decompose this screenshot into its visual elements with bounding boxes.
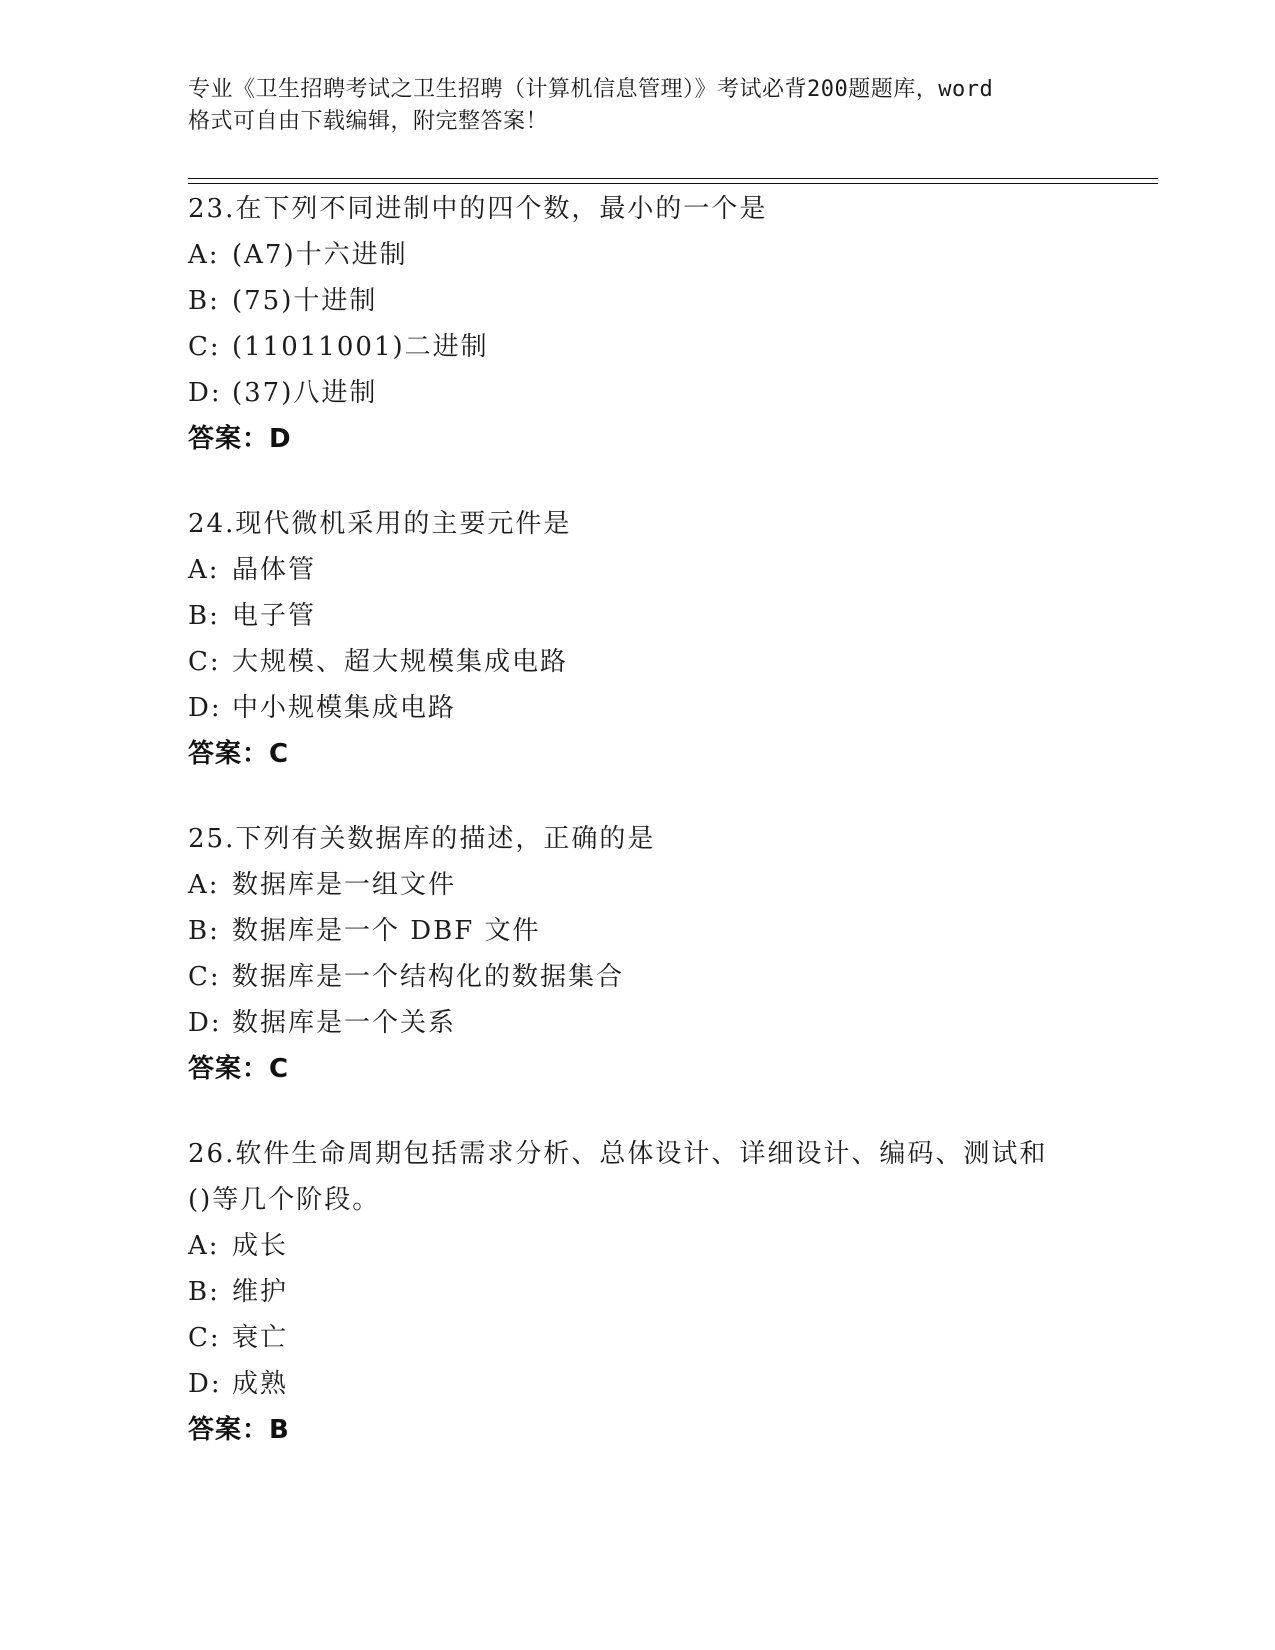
option-c [188, 324, 1088, 370]
option-c [188, 639, 1088, 685]
question-stem-continued: ()等几个阶段。 [188, 1185, 381, 1215]
option-letter: B: [188, 601, 220, 631]
header-line-2: 格式可自由下载编辑，附完整答案！ [188, 109, 549, 134]
header-divider-bottom [188, 183, 1158, 184]
question-23 [188, 186, 1088, 462]
option-c [188, 1315, 1088, 1361]
option-a [188, 547, 1088, 593]
option-text: 衰亡 [232, 1323, 289, 1353]
option-d [188, 1361, 1088, 1407]
question-26 [188, 1131, 1088, 1453]
option-text: 数据库是一组文件 [232, 870, 457, 900]
option-c [188, 954, 1088, 1000]
option-text: 电子管 [232, 601, 317, 631]
option-a [188, 1223, 1088, 1269]
header-line-1: 专业《卫生招聘考试之卫生招聘（计算机信息管理）》考试必背200题题库，word [188, 77, 994, 102]
option-letter: D: [188, 693, 222, 723]
answer-label: 答案：C [188, 739, 290, 769]
option-letter: A: [188, 555, 220, 585]
question-stem: 25.下列有关数据库的描述，正确的是 [188, 824, 656, 854]
option-text: 中小规模集成电路 [232, 693, 457, 723]
option-letter: A: [188, 1231, 220, 1261]
option-letter: C: [188, 1323, 221, 1353]
option-letter: B: [188, 916, 220, 946]
option-d [188, 1000, 1088, 1046]
option-letter: A: [188, 240, 220, 270]
option-text: 维护 [232, 1277, 289, 1307]
option-text: 成熟 [232, 1369, 289, 1399]
option-letter: D: [188, 378, 222, 408]
answer-label: 答案：D [188, 424, 292, 454]
option-letter: B: [188, 286, 220, 316]
document-header [188, 74, 1088, 138]
option-text: (11011001)二进制 [232, 332, 489, 362]
option-text: 成长 [232, 1231, 289, 1261]
option-b [188, 908, 1088, 954]
option-b [188, 278, 1088, 324]
option-text: 数据库是一个结构化的数据集合 [232, 962, 625, 992]
question-24 [188, 501, 1088, 777]
option-text: 数据库是一个关系 [232, 1008, 457, 1038]
option-letter: B: [188, 1277, 220, 1307]
option-text: 数据库是一个 DBF 文件 [232, 916, 541, 946]
option-text: (75)十进制 [232, 286, 378, 316]
question-25 [188, 816, 1088, 1092]
question-stem: 26.软件生命周期包括需求分析、总体设计、详细设计、编码、测试和 [188, 1139, 1048, 1169]
option-a [188, 232, 1088, 278]
option-text: 晶体管 [232, 555, 317, 585]
header-divider-top [188, 178, 1158, 179]
question-stem: 23.在下列不同进制中的四个数，最小的一个是 [188, 194, 768, 224]
option-text: (37)八进制 [232, 378, 378, 408]
option-letter: C: [188, 962, 221, 992]
answer-label: 答案：C [188, 1054, 290, 1084]
option-letter: C: [188, 332, 221, 362]
option-text: (A7)十六进制 [232, 240, 408, 270]
answer-label: 答案：B [188, 1415, 290, 1445]
option-text: 大规模、超大规模集成电路 [232, 647, 569, 677]
option-d [188, 370, 1088, 416]
option-b [188, 593, 1088, 639]
option-letter: C: [188, 647, 221, 677]
option-letter: D: [188, 1369, 222, 1399]
option-letter: D: [188, 1008, 222, 1038]
option-letter: A: [188, 870, 220, 900]
option-b [188, 1269, 1088, 1315]
option-d [188, 685, 1088, 731]
question-stem: 24.现代微机采用的主要元件是 [188, 509, 572, 539]
option-a [188, 862, 1088, 908]
